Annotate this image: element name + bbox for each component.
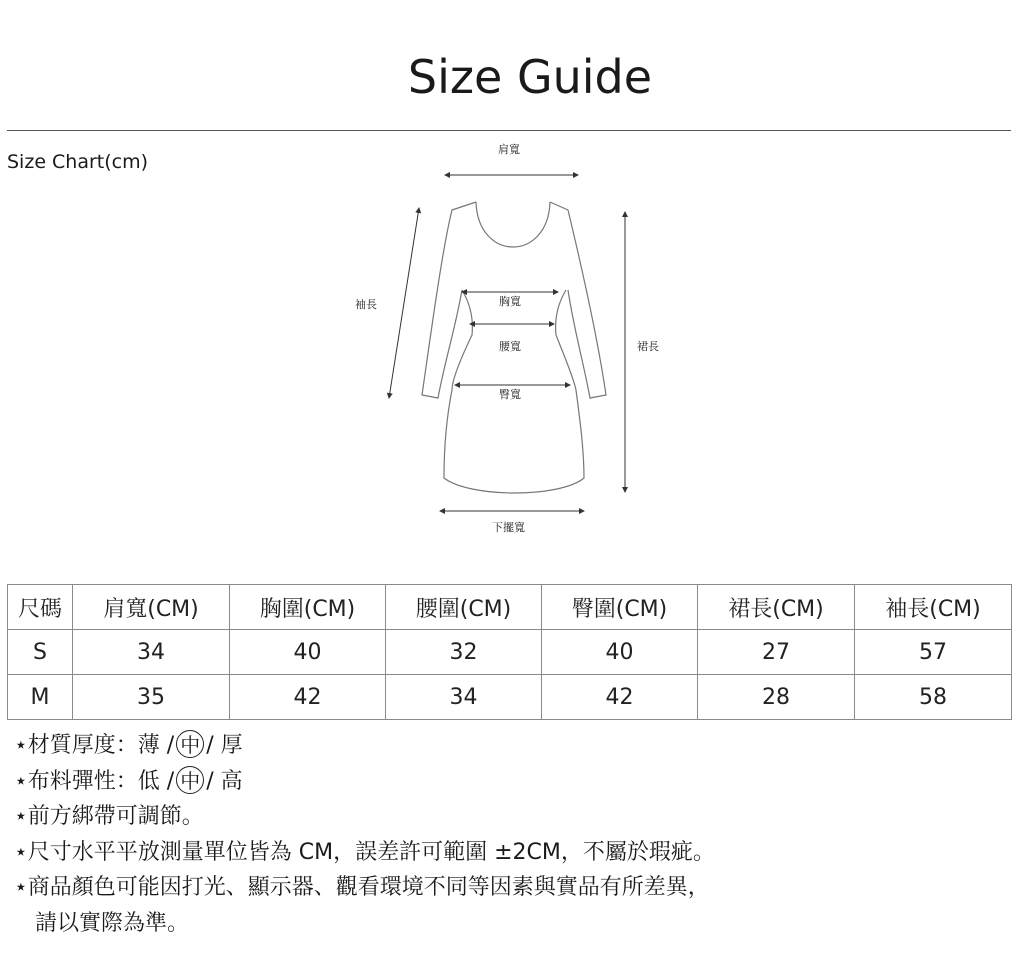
table-cell: 58 [855, 675, 1012, 720]
note-adjustable-tie: ⋆前方綁帶可調節。 [14, 804, 204, 829]
page-title: Size Guide [407, 50, 653, 104]
table-cell: 28 [698, 675, 855, 720]
waist-label: 腰寬 [499, 340, 521, 353]
table-cell: 40 [230, 630, 386, 675]
note-color-disclaimer-cont: 請以實際為準。 [14, 910, 189, 936]
sleeve-label: 袖長 [355, 298, 377, 311]
header-size: 尺碼 [8, 585, 73, 630]
table-cell: 34 [386, 675, 542, 720]
header-waist: 腰圍(CM) [386, 585, 542, 630]
table-cell: 57 [855, 630, 1012, 675]
table-cell: 42 [542, 675, 698, 720]
header-hip: 臀圍(CM) [542, 585, 698, 630]
size-chart-label: Size Chart(cm) [7, 151, 149, 173]
table-cell: 34 [73, 630, 230, 675]
header-length: 裙長(CM) [698, 585, 855, 630]
header-sleeve: 袖長(CM) [855, 585, 1012, 630]
note-thickness-suffix: / 厚 [206, 733, 243, 758]
table-header-row [8, 585, 1012, 630]
header-shoulder: 肩寬(CM) [73, 585, 230, 630]
note-measurement: ⋆尺寸水平平放測量單位皆為 CM，誤差許可範圍 ±2CM，不屬於瑕疵。 [14, 839, 715, 865]
note-elasticity-prefix: ⋆布料彈性：低 / [14, 768, 175, 794]
note-thickness-prefix: ⋆材質厚度：薄 / [14, 733, 175, 758]
table-cell: 40 [542, 630, 698, 675]
table-row [8, 675, 1012, 720]
note-thickness [14, 728, 715, 764]
table-cell: 32 [386, 630, 542, 675]
header-chest: 胸圍(CM) [230, 585, 386, 630]
hem-label: 下擺寬 [492, 521, 525, 534]
table-cell: 27 [698, 630, 855, 675]
note-color-disclaimer: ⋆商品顏色可能因打光、顯示器、觀看環境不同等因素與實品有所差異， [14, 875, 710, 900]
table-cell: 35 [73, 675, 230, 720]
shoulder-label: 肩寬 [498, 143, 520, 156]
length-label: 裙長 [637, 340, 659, 353]
sleeve-arrow [389, 208, 419, 398]
note-elasticity-suffix: / 高 [206, 768, 243, 794]
thickness-selected-marker: 中 [176, 730, 204, 758]
hip-label: 臀寬 [499, 388, 521, 401]
note-elasticity [14, 764, 715, 800]
product-notes [14, 728, 715, 941]
chest-label: 胸寬 [499, 295, 521, 308]
table-cell: M [8, 675, 73, 720]
table-row [8, 630, 1012, 675]
elasticity-selected-marker: 中 [176, 766, 204, 794]
dress-measurement-diagram [330, 134, 690, 544]
title-divider [7, 130, 1011, 131]
table-cell: 42 [230, 675, 386, 720]
table-cell: S [8, 630, 73, 675]
size-table [7, 584, 1012, 720]
